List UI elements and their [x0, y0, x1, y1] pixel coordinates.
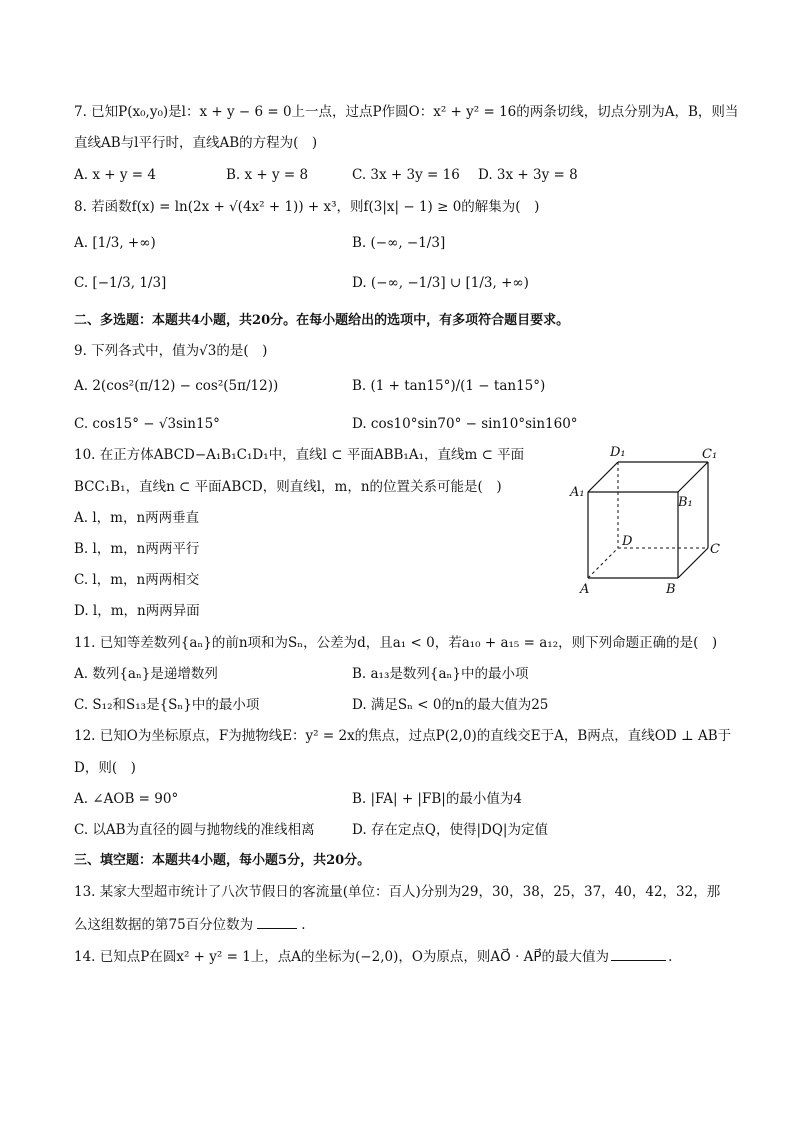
q11-option-d: D. 满足Sₙ < 0的n的最大值为25	[352, 697, 549, 713]
q13-text: 么这组数据的第75百分位数为	[74, 917, 254, 933]
q7-option-a: A. x + y = 4	[74, 167, 156, 183]
q11-stem: 11. 已知等差数列{aₙ}的前n项和为Sₙ，公差为d，且a₁ < 0，若a₁₀ + a₁₅ = a₁₂，则下列命题正确的是( )	[74, 635, 718, 651]
cube-label-b1: B₁	[678, 495, 693, 510]
section-2-heading: 二、多选题：本题共4小题，共20分。在每小题给出的选项中，有多项符合题目要求。	[74, 313, 570, 328]
q10-line1: 10. 在正方体ABCD−A₁B₁C₁D₁中，直线l ⊂ 平面ABB₁A₁，直线m ⊂ 平面	[74, 447, 525, 463]
q9-option-b: B. (1 + tan15°)/(1 − tan15°)	[352, 378, 546, 394]
cube-label-d: D	[622, 534, 633, 549]
q12-option-a: A. ∠AOB = 90°	[74, 791, 179, 807]
q9-option-d: D. cos10°sin70° − sin10°sin160°	[352, 416, 578, 432]
q12-line1: 12. 已知O为坐标原点，F为抛物线E：y² = 2x的焦点，过点P(2,0)的直线交E于A，B两点，直线OD ⊥ AB于	[74, 728, 732, 744]
q7-line1: 7. 已知P(x₀,y₀)是l：x + y − 6 = 0上一点，过点P作圆O：x² + y² = 16的两条切线，切点分别为A，B，则当	[74, 104, 739, 120]
cube-label-a1: A₁	[570, 485, 585, 500]
q11-option-c: C. S₁₂和S₁₃是{Sₙ}中的最小项	[74, 697, 260, 713]
q12-line2: D，则( )	[74, 760, 136, 776]
q14-text: 14. 已知点P在圆x² + y² = 1上，点A的坐标为(−2,0)，O为原点，则AO⃗ · AP⃗的最大值为	[74, 949, 610, 965]
q8-option-a: A. [1/3, +∞)	[74, 235, 156, 251]
q7-option-c: C. 3x + 3y = 16	[352, 167, 460, 183]
q10-option-b: B. l，m，n两两平行	[74, 541, 200, 557]
q13-period: .	[301, 917, 306, 933]
q7-line2: 直线AB与l平行时，直线AB的方程为( )	[74, 135, 318, 151]
q9-option-a: A. 2(cos²(π/12) − cos²(5π/12))	[74, 378, 279, 394]
q9-option-c: C. cos15° − √3sin15°	[74, 416, 220, 432]
q8-option-c: C. [−1/3, 1/3]	[74, 275, 167, 291]
q10-option-c: C. l，m，n两两相交	[74, 572, 200, 588]
cube-label-d1: D₁	[610, 445, 626, 460]
cube-label-c: C	[710, 542, 720, 557]
q14-answer-blank[interactable]	[611, 946, 666, 961]
q7-option-d: D. 3x + 3y = 8	[478, 167, 578, 183]
q11-option-b: B. a₁₃是数列{aₙ}中的最小项	[352, 666, 529, 682]
q12-option-c: C. 以AB为直径的圆与抛物线的准线相离	[74, 822, 315, 838]
q14-stem	[74, 946, 724, 967]
section-3-heading: 三、填空题：本题共4小题，每小题5分，共20分。	[74, 853, 371, 868]
q8-option-b: B. (−∞, −1/3]	[352, 235, 446, 251]
cube-diagram	[560, 440, 730, 600]
q10-option-d: D. l，m，n两两异面	[74, 603, 200, 619]
q13-line2	[74, 914, 724, 935]
q7-option-b: B. x + y = 8	[226, 167, 309, 183]
q8-option-d: D. (−∞, −1/3] ∪ [1/3, +∞)	[352, 275, 529, 291]
cube-label-b: B	[666, 582, 676, 597]
q8-stem: 8. 若函数f(x) = ln(2x + √(4x² + 1)) + x³，则f(3|x| − 1) ≥ 0的解集为( )	[74, 199, 540, 215]
q12-option-d: D. 存在定点Q，使得|DQ|为定值	[352, 822, 548, 838]
q13-line1: 13. 某家大型超市统计了八次节假日的客流量(单位：百人)分别为29，30，38，25，37，40，42，32，那	[74, 884, 721, 900]
q13-answer-blank[interactable]	[257, 914, 297, 929]
q14-period: .	[668, 949, 673, 965]
q9-stem: 9. 下列各式中，值为√3的是( )	[74, 343, 268, 359]
cube-label-c1: C₁	[702, 447, 718, 462]
q12-option-b: B. |FA| + |FB|的最小值为4	[352, 791, 522, 807]
cube-label-a: A	[580, 582, 590, 597]
q11-option-a: A. 数列{aₙ}是递增数列	[74, 666, 218, 682]
q10-line2: BCC₁B₁，直线n ⊂ 平面ABCD，则直线l，m，n的位置关系可能是( )	[74, 479, 502, 495]
q10-option-a: A. l，m，n两两垂直	[74, 510, 200, 526]
